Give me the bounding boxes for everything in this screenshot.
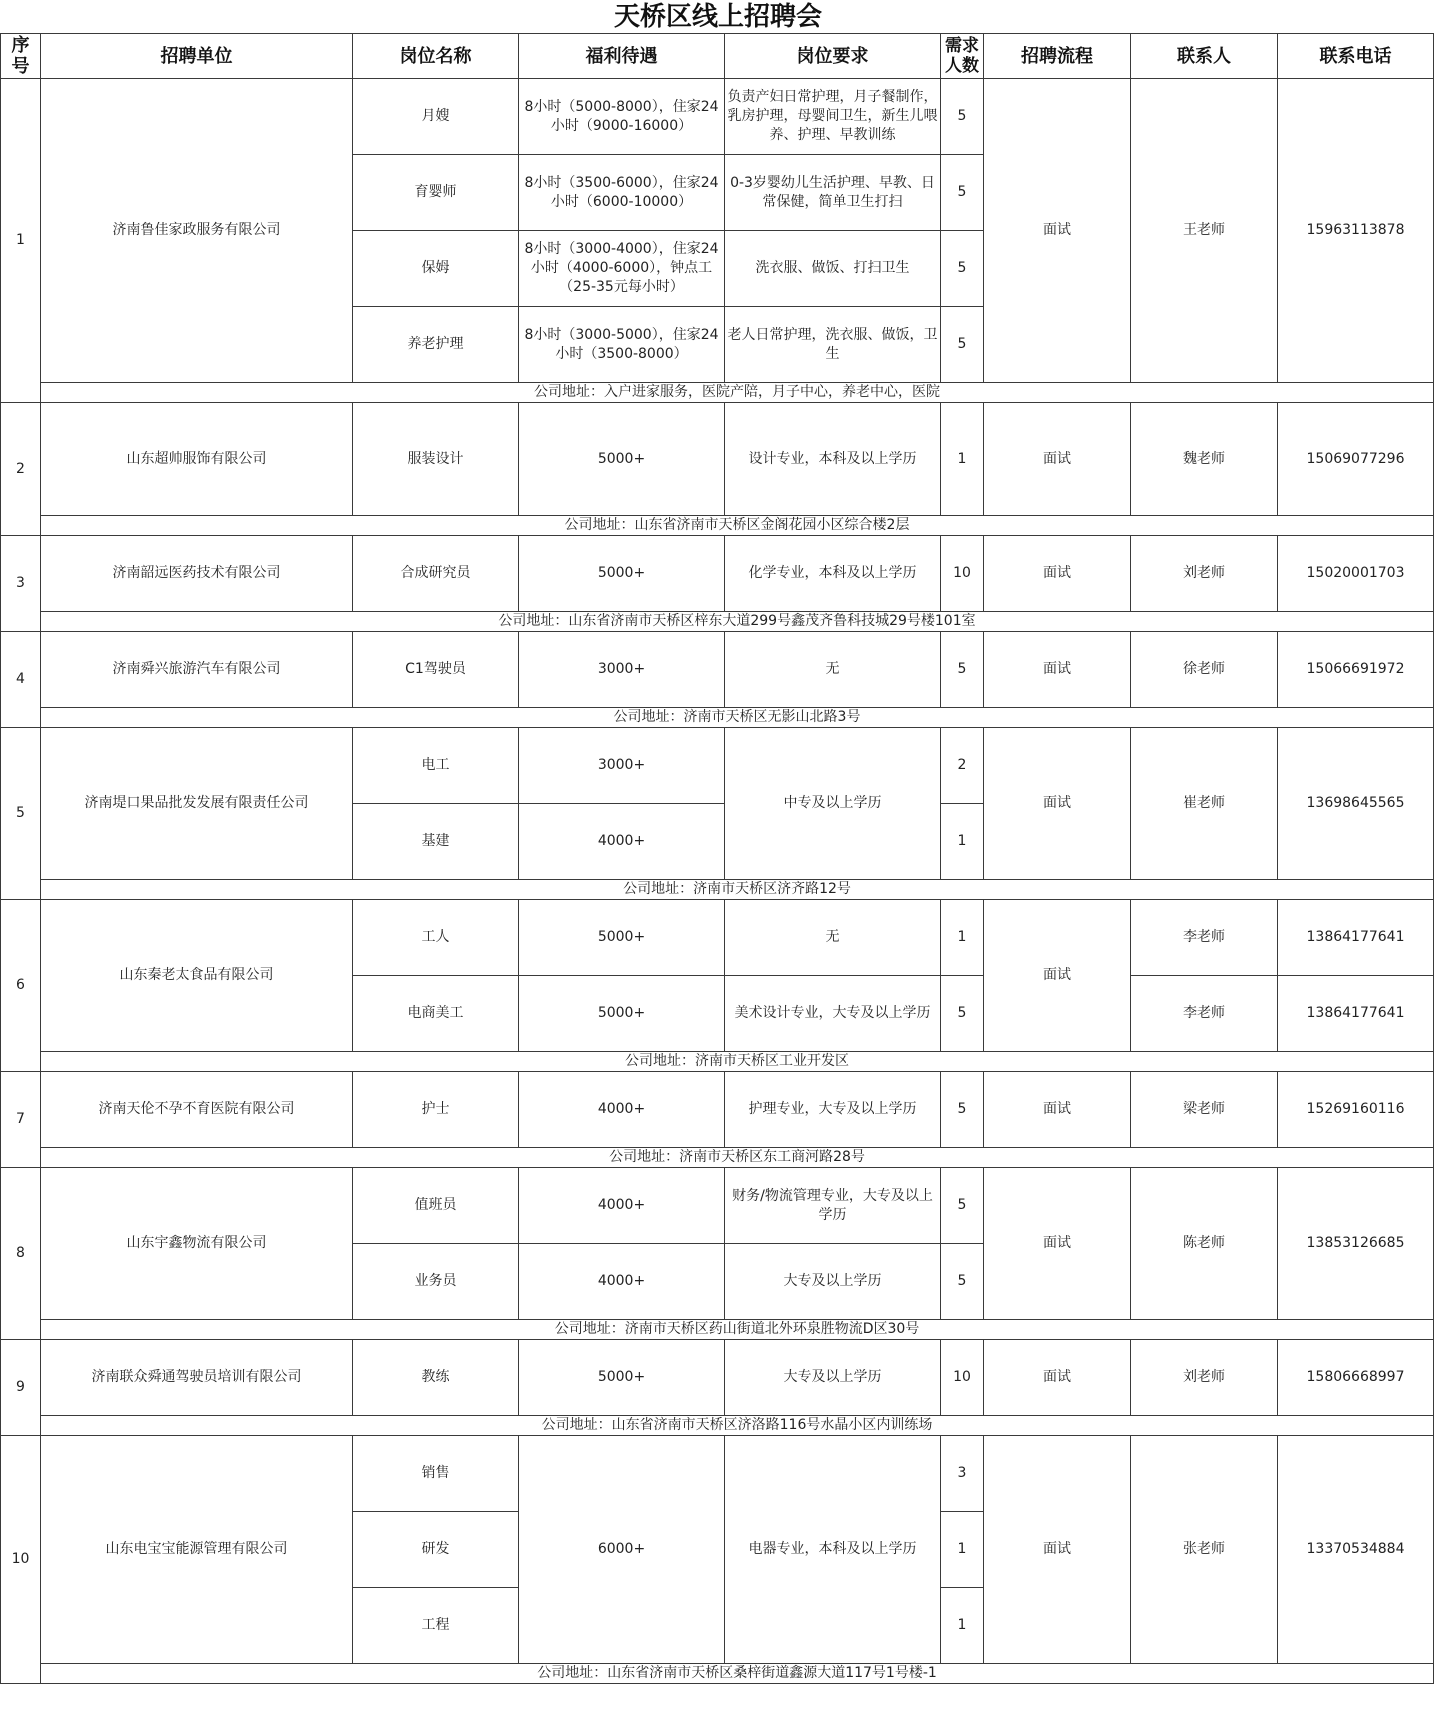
row-no: 7 (1, 1072, 41, 1168)
address-row (1, 1664, 1434, 1684)
company-name: 山东宇鑫物流有限公司 (41, 1168, 353, 1320)
salary-cell: 8小时（3000-4000），住家24小时（4000-6000），钟点工（25-35元每小时） (519, 231, 725, 307)
position-name: 保姆 (353, 231, 519, 307)
company-name: 山东秦老太食品有限公司 (41, 900, 353, 1052)
salary-cell: 5000+ (519, 976, 725, 1052)
salary-cell: 5000+ (519, 1340, 725, 1416)
phone-cell: 13698645565 (1278, 728, 1434, 880)
position-name: 电工 (353, 728, 519, 804)
address-row (1, 1320, 1434, 1340)
requirement-cell: 无 (725, 632, 941, 708)
position-name: 护士 (353, 1072, 519, 1148)
requirement-cell: 负责产妇日常护理，月子餐制作，乳房护理，母婴间卫生，新生儿喂养、护理、早教训练 (725, 79, 941, 155)
salary-cell: 8小时（5000-8000），住家24小时（9000-16000） (519, 79, 725, 155)
table-row (1, 1168, 1434, 1244)
header-no: 序号 (1, 34, 41, 79)
count-cell: 2 (941, 728, 984, 804)
count-cell: 1 (941, 403, 984, 516)
position-name: 销售 (353, 1436, 519, 1512)
company-address: 公司地址：济南市天桥区东工商河路28号 (41, 1148, 1434, 1168)
address-row (1, 880, 1434, 900)
process-cell: 面试 (984, 1340, 1131, 1416)
header-contact: 联系人 (1131, 34, 1278, 79)
requirement-cell: 美术设计专业，大专及以上学历 (725, 976, 941, 1052)
phone-cell: 13864177641 (1278, 900, 1434, 976)
row-no: 5 (1, 728, 41, 900)
requirement-cell: 设计专业，本科及以上学历 (725, 403, 941, 516)
requirement-cell: 中专及以上学历 (725, 728, 941, 880)
contact-cell: 刘老师 (1131, 536, 1278, 612)
salary-cell: 5000+ (519, 536, 725, 612)
table-row (1, 900, 1434, 976)
company-name: 济南韶远医药技术有限公司 (41, 536, 353, 612)
count-cell: 5 (941, 79, 984, 155)
process-cell: 面试 (984, 900, 1131, 1052)
salary-cell: 4000+ (519, 1168, 725, 1244)
header-position: 岗位名称 (353, 34, 519, 79)
row-no: 10 (1, 1436, 41, 1684)
requirement-cell: 无 (725, 900, 941, 976)
phone-cell: 13853126685 (1278, 1168, 1434, 1320)
requirement-cell: 财务/物流管理专业，大专及以上学历 (725, 1168, 941, 1244)
count-cell: 5 (941, 1072, 984, 1148)
address-row (1, 1148, 1434, 1168)
phone-cell: 15069077296 (1278, 403, 1434, 516)
position-name: 合成研究员 (353, 536, 519, 612)
contact-cell: 王老师 (1131, 79, 1278, 383)
count-cell: 10 (941, 1340, 984, 1416)
position-name: 教练 (353, 1340, 519, 1416)
process-cell: 面试 (984, 1436, 1131, 1664)
table-row (1, 632, 1434, 708)
count-cell: 1 (941, 804, 984, 880)
position-name: 电商美工 (353, 976, 519, 1052)
company-address: 公司地址：山东省济南市天桥区金阁花园小区综合楼2层 (41, 516, 1434, 536)
company-name: 济南天伦不孕不育医院有限公司 (41, 1072, 353, 1148)
salary-cell: 5000+ (519, 403, 725, 516)
table-row (1, 1436, 1434, 1512)
address-row (1, 612, 1434, 632)
requirement-cell: 大专及以上学历 (725, 1244, 941, 1320)
company-name: 济南堤口果品批发发展有限责任公司 (41, 728, 353, 880)
table-row (1, 536, 1434, 612)
header-process: 招聘流程 (984, 34, 1131, 79)
count-cell: 1 (941, 1588, 984, 1664)
position-name: 基建 (353, 804, 519, 880)
salary-cell: 6000+ (519, 1436, 725, 1664)
position-name: 工程 (353, 1588, 519, 1664)
phone-cell: 15269160116 (1278, 1072, 1434, 1148)
position-name: 养老护理 (353, 307, 519, 383)
position-name: 业务员 (353, 1244, 519, 1320)
process-cell: 面试 (984, 1072, 1131, 1148)
requirement-cell: 洗衣服、做饭、打扫卫生 (725, 231, 941, 307)
company-name: 济南舜兴旅游汽车有限公司 (41, 632, 353, 708)
header-salary: 福利待遇 (519, 34, 725, 79)
count-cell: 3 (941, 1436, 984, 1512)
contact-cell: 李老师 (1131, 900, 1278, 976)
phone-cell: 15066691972 (1278, 632, 1434, 708)
position-name: 月嫂 (353, 79, 519, 155)
salary-cell: 3000+ (519, 728, 725, 804)
company-name: 山东超帅服饰有限公司 (41, 403, 353, 516)
address-row (1, 383, 1434, 403)
company-address: 公司地址：济南市天桥区无影山北路3号 (41, 708, 1434, 728)
company-address: 公司地址：济南市天桥区药山街道北外环泉胜物流D区30号 (41, 1320, 1434, 1340)
phone-cell: 15963113878 (1278, 79, 1434, 383)
phone-cell: 13370534884 (1278, 1436, 1434, 1664)
salary-cell: 4000+ (519, 1072, 725, 1148)
address-row (1, 516, 1434, 536)
requirement-cell: 护理专业，大专及以上学历 (725, 1072, 941, 1148)
header-phone: 联系电话 (1278, 34, 1434, 79)
requirement-cell: 老人日常护理，洗衣服、做饭，卫生 (725, 307, 941, 383)
count-cell: 5 (941, 307, 984, 383)
requirement-cell: 0-3岁婴幼儿生活护理、早教、日常保健，简单卫生打扫 (725, 155, 941, 231)
phone-cell: 15806668997 (1278, 1340, 1434, 1416)
row-no: 1 (1, 79, 41, 403)
table-row (1, 728, 1434, 804)
contact-cell: 陈老师 (1131, 1168, 1278, 1320)
count-cell: 5 (941, 632, 984, 708)
count-cell: 10 (941, 536, 984, 612)
contact-cell: 徐老师 (1131, 632, 1278, 708)
table-row (1, 1340, 1434, 1416)
company-name: 山东电宝宝能源管理有限公司 (41, 1436, 353, 1664)
count-cell: 5 (941, 231, 984, 307)
process-cell: 面试 (984, 632, 1131, 708)
company-address: 公司地址：山东省济南市天桥区济洛路116号水晶小区内训练场 (41, 1416, 1434, 1436)
process-cell: 面试 (984, 536, 1131, 612)
company-name: 济南鲁佳家政服务有限公司 (41, 79, 353, 383)
salary-cell: 8小时（3500-6000），住家24小时（6000-10000） (519, 155, 725, 231)
process-cell: 面试 (984, 1168, 1131, 1320)
contact-cell: 李老师 (1131, 976, 1278, 1052)
count-cell: 5 (941, 1168, 984, 1244)
position-name: 工人 (353, 900, 519, 976)
position-name: 研发 (353, 1512, 519, 1588)
salary-cell: 8小时（3000-5000），住家24小时（3500-8000） (519, 307, 725, 383)
job-table (0, 33, 1434, 1684)
salary-cell: 4000+ (519, 1244, 725, 1320)
process-cell: 面试 (984, 79, 1131, 383)
company-name: 济南联众舜通驾驶员培训有限公司 (41, 1340, 353, 1416)
row-no: 8 (1, 1168, 41, 1340)
position-name: 值班员 (353, 1168, 519, 1244)
company-address: 公司地址：入户进家服务，医院产陪，月子中心，养老中心，医院 (41, 383, 1434, 403)
row-no: 2 (1, 403, 41, 536)
row-no: 9 (1, 1340, 41, 1436)
count-cell: 5 (941, 155, 984, 231)
count-cell: 5 (941, 1244, 984, 1320)
count-cell: 1 (941, 900, 984, 976)
row-no: 4 (1, 632, 41, 728)
phone-cell: 15020001703 (1278, 536, 1434, 612)
position-name: 服装设计 (353, 403, 519, 516)
header-count: 需求人数 (941, 34, 984, 79)
header-company: 招聘单位 (41, 34, 353, 79)
company-address: 公司地址：山东省济南市天桥区桑梓街道鑫源大道117号1号楼-1 (41, 1664, 1434, 1684)
salary-cell: 5000+ (519, 900, 725, 976)
contact-cell: 崔老师 (1131, 728, 1278, 880)
count-cell: 5 (941, 976, 984, 1052)
requirement-cell: 化学专业，本科及以上学历 (725, 536, 941, 612)
contact-cell: 魏老师 (1131, 403, 1278, 516)
salary-cell: 4000+ (519, 804, 725, 880)
table-row (1, 1072, 1434, 1148)
contact-cell: 张老师 (1131, 1436, 1278, 1664)
process-cell: 面试 (984, 728, 1131, 880)
contact-cell: 梁老师 (1131, 1072, 1278, 1148)
contact-cell: 刘老师 (1131, 1340, 1278, 1416)
count-cell: 1 (941, 1512, 984, 1588)
row-no: 6 (1, 900, 41, 1072)
position-name: C1驾驶员 (353, 632, 519, 708)
position-name: 育婴师 (353, 155, 519, 231)
table-header-row (1, 34, 1434, 79)
company-address: 公司地址：山东省济南市天桥区梓东大道299号鑫茂齐鲁科技城29号楼101室 (41, 612, 1434, 632)
company-address: 公司地址：济南市天桥区工业开发区 (41, 1052, 1434, 1072)
page-title: 天桥区线上招聘会 (613, 2, 822, 32)
company-address: 公司地址：济南市天桥区济齐路12号 (41, 880, 1434, 900)
table-row (1, 79, 1434, 155)
process-cell: 面试 (984, 403, 1131, 516)
requirement-cell: 电器专业，本科及以上学历 (725, 1436, 941, 1664)
requirement-cell: 大专及以上学历 (725, 1340, 941, 1416)
header-requirement: 岗位要求 (725, 34, 941, 79)
phone-cell: 13864177641 (1278, 976, 1434, 1052)
table-row (1, 403, 1434, 516)
address-row (1, 1416, 1434, 1436)
address-row (1, 708, 1434, 728)
address-row (1, 1052, 1434, 1072)
row-no: 3 (1, 536, 41, 632)
salary-cell: 3000+ (519, 632, 725, 708)
